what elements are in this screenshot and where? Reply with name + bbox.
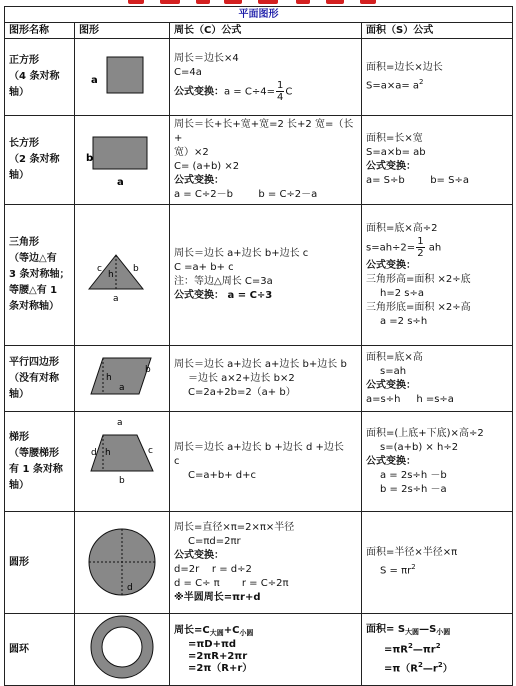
square-shape (75, 47, 170, 103)
square-name: 正方形 （4 条对称 轴） (5, 39, 75, 116)
annulus-perimeter: 周长$=C_{大圆}+C_{小圆}$ =πD+πd =2πR+2πr =2π（R+r） (170, 614, 362, 686)
fraction-one-half: $\frac{1}{2}$ (417, 235, 424, 259)
triangle-shape (75, 233, 170, 313)
circle-perimeter: 周长=直径×π=2×π×半径 C=πd=2πr 公式变换： d=2r r = d÷2 d = C÷ π r = C÷2π ※半圆周长=πr+d (170, 512, 362, 614)
fraction-one-quarter: $\frac{1}{4}$ (276, 79, 284, 103)
row-circle (5, 512, 513, 614)
triangle-area: 面积=底×高÷2 s=ah÷2= $\frac{1}{2}$ ah 公式变换： 三角形高=面积 ×2÷底 h=2 s÷a 三角形底=面积 ×2÷高 a =2 s÷h (362, 205, 513, 346)
circle-shape (75, 512, 170, 608)
triangle-perimeter: 周长＝边长 a+边长 b+边长 c C =a+ b+ c 注：等边△周长 C=3a 公式变换： a = C÷3 (170, 205, 362, 346)
svg-text:a: a (113, 293, 119, 304)
header-figure: 图形 (75, 23, 170, 39)
trapezoid-name: 梯形 （等腰梯形 有 1 条对称 轴） (5, 412, 75, 512)
svg-text:a: a (117, 418, 123, 428)
square-label-a: a (91, 74, 98, 86)
parallelogram-perimeter: 周长＝边长 a+边长 a+边长 b+边长 b ＝边长 a×2+边长 b×2 C=2a+2b=2（a+ b） (170, 346, 362, 412)
row-annulus (5, 614, 513, 686)
triangle-name: 三角形 （等边△有 3 条对称轴； 等腰△有 1 条对称轴） (5, 205, 75, 346)
parallelogram-figure (75, 346, 170, 412)
row-parallelogram (5, 346, 513, 412)
rectangle-area: 面积=长×宽 S=a×b= ab 公式变换： a= S÷b b= S÷a (362, 116, 513, 205)
row-triangle (5, 205, 513, 346)
svg-text:b: b (119, 476, 125, 486)
trapezoid-perimeter: 周长＝边长 a+边长 b +边长 d +边长 c C=a+b+ d+c (170, 412, 362, 512)
circle-area: 面积=半径×半径×π $S = \pi r^2$ (362, 512, 513, 614)
svg-text:a: a (117, 176, 124, 188)
square-perimeter: 周长＝边长×4 C=4a 公式变换：a = C÷4= $\frac{1}{4}$ C (170, 39, 362, 116)
annulus-area: 面积= $S_{大圆}—S_{小圆}$ $=\pi R^2—\pi r^2$ $=\pi(R^2—r^2)$ (362, 614, 513, 686)
rectangle-shape (75, 123, 170, 193)
square-area: 面积=边长×边长 $S=a\times a= a^2$ (362, 39, 513, 116)
parallelogram-area: 面积=底×高 s=ah 公式变换： a=s÷h h =s÷a (362, 346, 513, 412)
svg-text:b: b (133, 263, 139, 274)
trapezoid-figure (75, 412, 170, 512)
header-name: 图形名称 (5, 23, 75, 39)
header-perimeter: 周长（C）公式 (170, 23, 362, 39)
circle-figure (75, 512, 170, 614)
circle-name: 圆形 (5, 512, 75, 614)
svg-text:d: d (127, 583, 133, 593)
svg-text:a: a (119, 383, 125, 393)
row-square (5, 39, 513, 116)
svg-text:c: c (97, 263, 102, 274)
svg-text:h: h (105, 448, 111, 458)
rectangle-figure (75, 116, 170, 205)
table-title: 平面图形 (5, 7, 513, 23)
parallelogram-name: 平行四边形 （没有对称 轴） (5, 346, 75, 412)
trapezoid-shape (75, 413, 170, 505)
square-figure (75, 39, 170, 116)
header-row (5, 23, 513, 39)
svg-text:b: b (145, 365, 151, 375)
rectangle-name: 长方形 （2 条对称 轴） (5, 116, 75, 205)
annulus-figure (75, 614, 170, 686)
svg-text:h: h (108, 269, 114, 280)
svg-text:h: h (106, 373, 112, 383)
parallelogram-shape (75, 346, 170, 406)
trapezoid-area: 面积=(上底+下底)×高÷2 s=(a+b) × h÷2 公式变换： a = 2s÷h －b b = 2s÷h －a (362, 412, 513, 512)
svg-text:d: d (91, 448, 97, 458)
annulus-shape (75, 614, 170, 680)
rectangle-perimeter: 周长＝长+长+宽+宽=2 长+2 宽=（长+ 宽）×2 C= (a+b) ×2 公式变换： a = C÷2－b b = C÷2－a (170, 116, 362, 205)
annulus-name: 圆环 (5, 614, 75, 686)
row-trapezoid (5, 412, 513, 512)
svg-text:c: c (148, 446, 153, 456)
svg-text:b: b (86, 152, 94, 164)
triangle-figure (75, 205, 170, 346)
row-rectangle (5, 116, 513, 205)
header-area: 面积（S）公式 (362, 23, 513, 39)
plane-figures-table (4, 6, 513, 686)
